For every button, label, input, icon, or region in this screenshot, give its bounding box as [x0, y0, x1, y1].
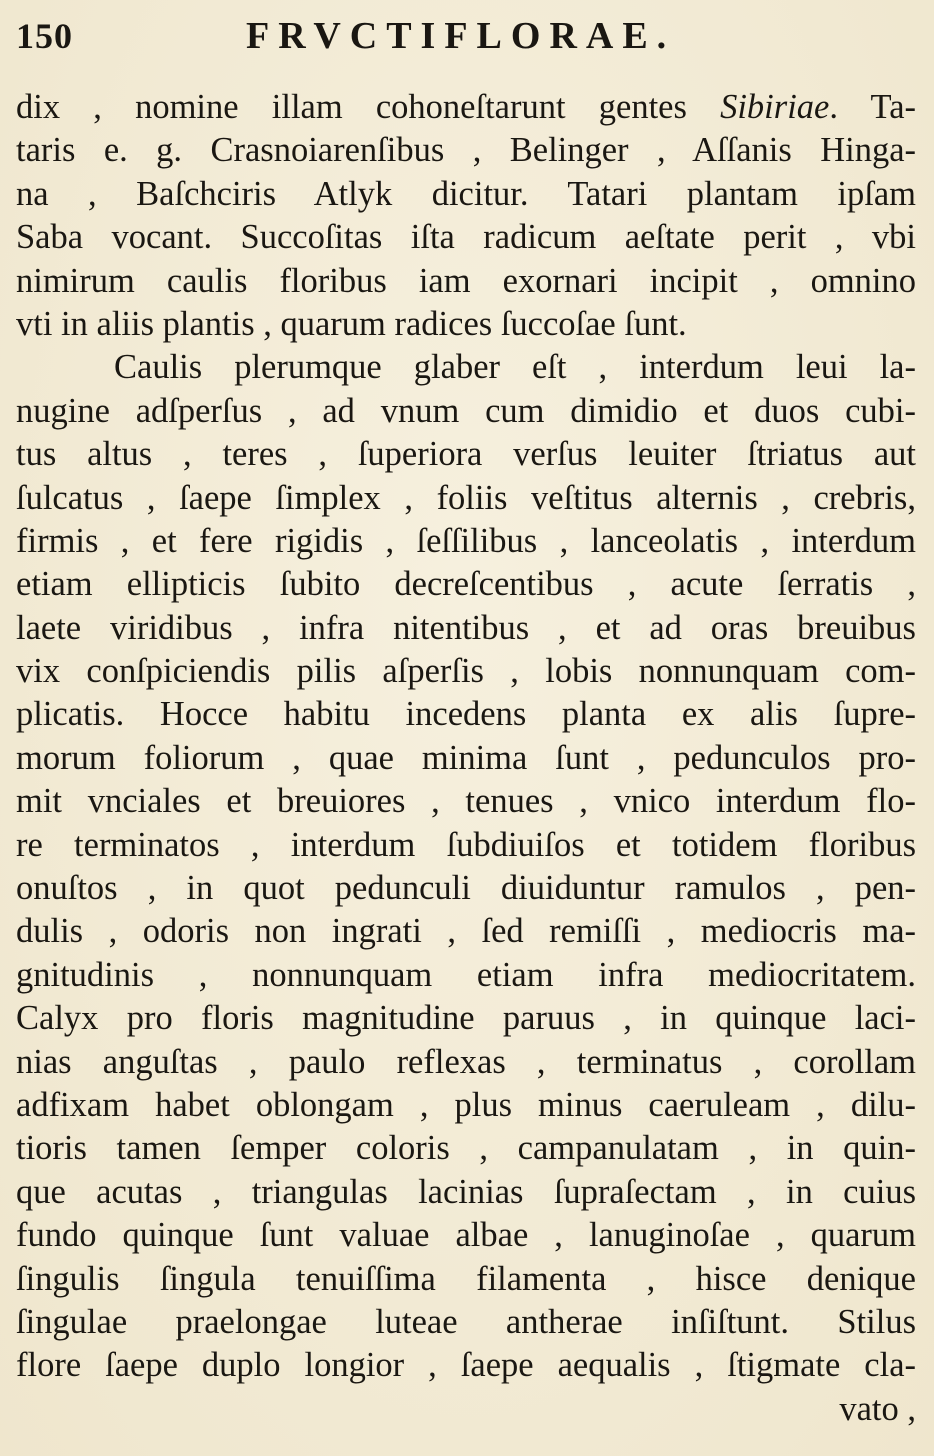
text-line: taris e. g. Crasnoiarenſibus , Belinger , Aſſanis Hinga- — [16, 131, 916, 170]
text-line: plicatis. Hocce habitu incedens planta ex alis ſupre- — [16, 695, 916, 734]
running-title: FRVCTIFLORAE. — [246, 15, 676, 57]
text-line: nugine adſperſus , ad vnum cum dimidio et duos cubi- — [16, 391, 916, 430]
text-line: dix , nomine illam cohoneſtarunt gentes Sibiriae. Ta- — [16, 88, 917, 126]
text-line: Caulis plerumque glaber eſt , interdum leui la- — [114, 348, 916, 387]
text-line: tus altus , teres , ſuperiora verſus leuiter ſtriatus aut — [16, 435, 916, 474]
text-line: etiam ellipticis ſubito decreſcentibus , acute ſerratis , — [16, 565, 916, 604]
text-line: nias anguſtas , paulo reflexas , terminatus , corollam — [16, 1042, 916, 1081]
text-line: mit vnciales et breuiores , tenues , vnico interdum flo- — [16, 782, 916, 821]
text-line: flore ſaepe duplo longior , ſaepe aequalis , ſtigmate cla- — [16, 1346, 916, 1385]
text-line: que acutas , triangulas lacinias ſupraſectam , in cuius — [16, 1172, 916, 1211]
text-line: na , Baſchciris Atlyk dicitur. Tatari plantam ipſam — [16, 174, 916, 213]
text-line: morum foliorum , quae minima ſunt , pedunculos pro- — [16, 738, 916, 777]
text-line: fundo quinque ſunt valuae albae , lanuginoſae , quarum — [16, 1216, 916, 1255]
text-line: ſingulae praelongae luteae antherae inſiſtunt. Stilus — [16, 1302, 916, 1341]
text-line: Saba vocant. Succoſitas iſta radicum aeſtate perit , vbi — [16, 218, 916, 257]
text-line: nimirum caulis floribus iam exornari incipit , omnino — [16, 261, 916, 300]
text-line: adfixam habet oblongam , plus minus caeruleam , dilu- — [16, 1085, 916, 1124]
page-number: 150 — [16, 16, 73, 56]
page-header — [16, 14, 916, 86]
text-line: dulis , odoris non ingrati , ſed remiſſi , mediocris ma- — [16, 912, 916, 951]
body-text — [16, 86, 916, 1431]
italic-word: Sibiriae — [720, 88, 830, 126]
text-line: gnitudinis , nonnunquam etiam infra mediocritatem. — [16, 955, 916, 994]
text-line: ſulcatus , ſaepe ſimplex , foliis veſtitus alternis , crebris, — [16, 478, 916, 517]
text-line: re terminatos , interdum ſubdiuiſos et totidem floribus — [16, 825, 916, 864]
text-line: vti in aliis plantis , quarum radices ſuccoſae ſunt. — [16, 304, 687, 343]
text-line: laete viridibus , infra nitentibus , et ad oras breuibus — [16, 608, 916, 647]
text-line: ſingulis ſingula tenuiſſima filamenta , hisce denique — [16, 1259, 916, 1298]
catchword: vato , — [839, 1389, 916, 1428]
text-line: firmis , et fere rigidis , ſeſſilibus , lanceolatis , interdum — [16, 521, 916, 560]
text-line: Calyx pro floris magnitudine paruus , in quinque laci- — [16, 999, 916, 1038]
text-line: onuſtos , in quot pedunculi diuiduntur ramulos , pen- — [16, 869, 916, 908]
text-line: tioris tamen ſemper coloris , campanulatam , in quin- — [16, 1129, 916, 1168]
text-line: vix conſpiciendis pilis aſperſis , lobis nonnunquam com- — [16, 652, 916, 691]
